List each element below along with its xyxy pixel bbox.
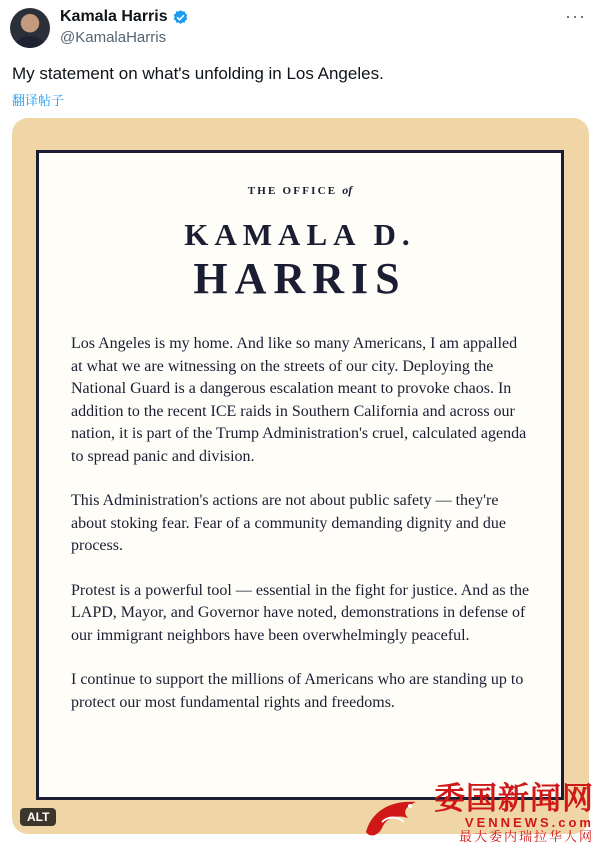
statement-body [71, 333, 531, 736]
watermark [434, 782, 594, 846]
statement-paragraph: Los Angeles is my home. And like so many Americans, I am appalled at what we are witnessing on the streets of our city. Deploying the National Guard is a dangerous escalation meant to provoke chaos. In addition to the recent ICE raids in Southern California and across our nation, it is part of the Trump Administration's cruel, calculated agenda to spread panic and division. [71, 335, 527, 465]
statement-paragraph: This Administration's actions are not about public safety — they're about stoking fear. Fear of a community demanding dignity and due process. [71, 492, 507, 554]
tweet-text: My statement on what's unfolding in Los Angeles. [12, 64, 384, 83]
avatar[interactable] [10, 8, 50, 48]
name-line-1: KAMALA D. [184, 217, 416, 252]
author-name-row [60, 8, 189, 26]
statement-paragraph: I continue to support the millions of Americans who are standing up to protect our most fundamental rights and freedoms. [71, 671, 524, 711]
office-prefix: THE OFFICE [247, 185, 338, 197]
tweet-media-image[interactable] [12, 118, 589, 834]
verified-badge-icon [172, 9, 189, 26]
statement-paragraph: Protest is a powerful tool — essential in the fight for justice. And as the LAPD, Mayor, and Governor have noted, demonstrations in defense of our immigrant neighbors have been overwhelmingly peaceful. [71, 581, 530, 644]
more-horizontal-icon[interactable]: ··· [565, 6, 586, 26]
watermark-subtitle: 最大委内瑞拉华人网 [458, 830, 594, 845]
office-heading [39, 183, 561, 198]
statement-document [36, 150, 564, 800]
alt-text-button[interactable]: ALT [20, 808, 56, 826]
name-line-2: HARRIS [193, 254, 407, 303]
display-name[interactable]: Kamala Harris [60, 8, 168, 25]
watermark-title: 委国新闻网 [434, 781, 594, 817]
watermark-url: VENNEWS.com [464, 815, 594, 830]
translate-post-link[interactable]: 翻译帖子 [12, 93, 65, 108]
user-handle[interactable]: @KamalaHarris [60, 29, 167, 46]
watermark-dragon-logo-icon [362, 792, 424, 842]
office-of: of [342, 183, 353, 197]
